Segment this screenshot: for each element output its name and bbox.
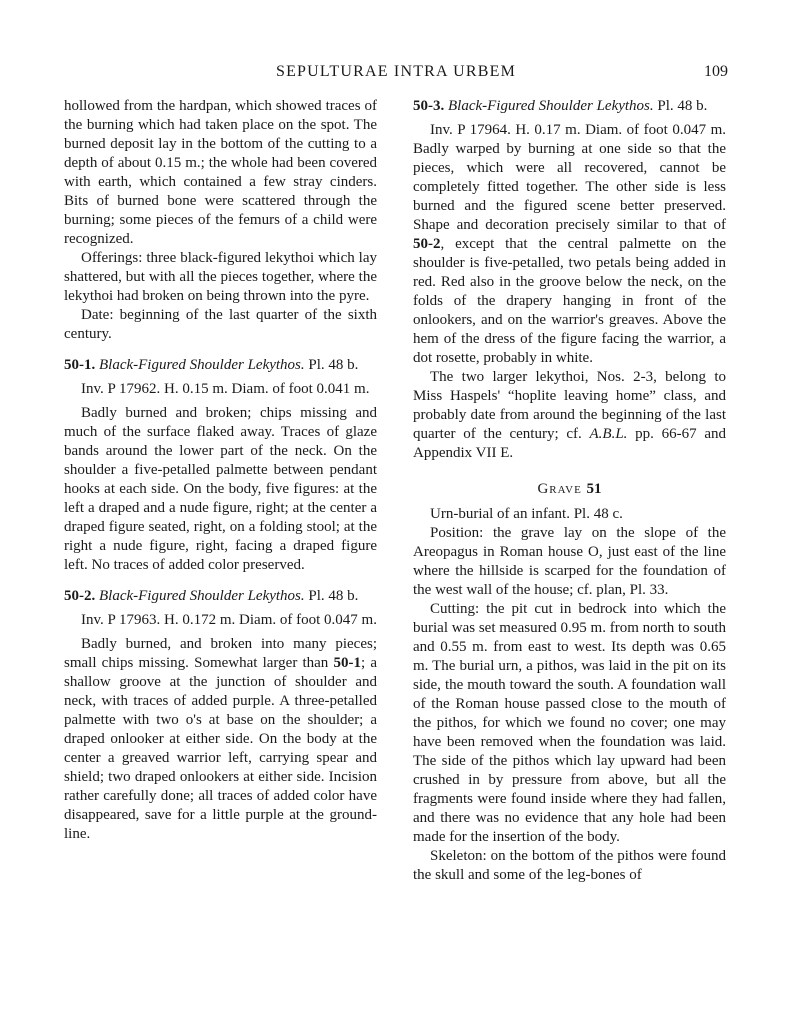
plate-reference: Pl. 48 b. <box>308 357 359 373</box>
cross-reference: 50-1 <box>333 655 361 671</box>
catalogue-entry-50-2-inventory: Inv. P 17963. H. 0.172 m. Diam. of foot 0.047 m. <box>81 612 377 628</box>
plate-reference: Pl. 48 b. <box>657 98 708 114</box>
running-title: SEPULTURAE INTRA URBEM <box>275 63 517 80</box>
catalogue-number: 50-3. <box>413 98 445 114</box>
catalogue-entry-50-1-description: Badly burned and broken; chips missing and much of the surface flaked away. Traces of glaze bands around the lower part of the neck. On the shoulder a five-petalled palmette between pendant hooks at each side. On the body, five figures: at the left a draped and a nude figure, right; at the center a draped figure seated, right, on a folding stool; at the right a nude figure, right, facing a draped figure left. No traces of added color preserved. <box>64 405 377 573</box>
grave-51-heading: Grave 51 <box>537 481 602 497</box>
plate-reference: Pl. 48 b. <box>308 588 359 604</box>
object-title: Black-Figured Shoulder Lekythos. <box>448 98 654 114</box>
running-head <box>64 63 728 85</box>
catalogue-entry-50-2-description: Badly burned, and broken into many pieces; small chips missing. Somewhat larger than 50-1; a shallow groove at the junction of shoulder and neck, with traces of added purple. A three-petalled palmette with two o's at base on the shoulder; a draped onlooker at either side. On the body at the center a greaved warrior left, carrying spear and shield; two draped onlookers at either side. Incision rather carefully done; all traces of added color have disappeared, save for a little purple at the ground-line. <box>64 636 377 842</box>
catalogue-number: 50-2. <box>64 588 96 604</box>
grave-50-deposit-paragraph: hollowed from the hardpan, which showed traces of the burning which had taken place on the spot. The burned deposit lay in the bottom of the cutting to a depth of about 0.15 m.; the whole had been covered with earth, which contained a few stray cinders. Bits of burned bone were scattered through the burning; some pieces of the femurs of a child were recognized. <box>64 98 377 247</box>
page-number: 109 <box>704 63 728 80</box>
left-column <box>64 97 377 844</box>
grave-51-skeleton-paragraph: Skeleton: on the bottom of the pithos were found the skull and some of the leg-bones of <box>413 848 726 883</box>
catalogue-entry-50-1-inventory: Inv. P 17962. H. 0.15 m. Diam. of foot 0.041 m. <box>81 381 370 397</box>
grave-50-date-paragraph: Date: beginning of the last quarter of the sixth century. <box>64 307 377 342</box>
grave-51-cutting-paragraph: Cutting: the pit cut in bedrock into which the burial was set measured 0.95 m. from north to south and 0.55 m. from east to west. Its depth was 0.65 m. The burial urn, a pithos, was laid in the pit on its side, the mouth toward the south. A foundation wall of the Roman house passed close to the mouth of the pithos, for which we found no cover; one may have been removed when the foundation was laid. The side of the pithos which lay upward had been crushed in by pressure from above, but all the fragments were found inside where they had fallen, and there was no evidence that any hole had been made for the insertion of the body. <box>413 601 726 845</box>
catalogue-entry-50-2-heading <box>64 587 377 606</box>
grave-50-offerings-paragraph: Offerings: three black-figured lekythoi which lay shattered, but with all the pieces together, where the lekythoi had broken on being thrown into the pyre. <box>64 250 377 304</box>
cross-reference: 50-2 <box>413 236 441 252</box>
catalogue-entry-50-1-heading <box>64 356 377 375</box>
grave-51-summary: Urn-burial of an infant. Pl. 48 c. <box>430 506 623 522</box>
bibliographic-reference: A.B.L. <box>589 426 628 442</box>
catalogue-number: 50-1. <box>64 357 96 373</box>
grave-51-position-paragraph: Position: the grave lay on the slope of the Areopagus in Roman house O, just east of the line where the hillside is scarped for the foundation of the west wall of the house; cf. plan, Pl. 33. <box>413 525 726 598</box>
lekythoi-dating-note: The two larger lekythoi, Nos. 2-3, belong to Miss Haspels' “hoplite leaving home” class, and probably date from around the beginning of the last quarter of the century; cf. A.B.L. pp. 66-67 and Appendix VII E. <box>413 369 727 461</box>
right-column <box>413 97 726 885</box>
object-title: Black-Figured Shoulder Lekythos. <box>99 588 305 604</box>
object-title: Black-Figured Shoulder Lekythos. <box>99 357 305 373</box>
catalogue-entry-50-3-description: Inv. P 17964. H. 0.17 m. Diam. of foot 0.047 m. Badly warped by burning at one side so that the pieces, which were all recovered, cannot be completely fitted together. The other side is less burned and the figured scene better preserved. Shape and decoration precisely similar to that of 50-2, except that the central palmette on the shoulder is five-petalled, two petals being added in red. Red also in the groove below the neck, on the folds of the drapery hanging in front of the onlookers, and on the warrior's greaves. Above the hem of the dress of the figure facing the warrior, a dot rosette, probably in white. <box>413 122 726 366</box>
catalogue-entry-50-3-heading <box>413 97 726 116</box>
